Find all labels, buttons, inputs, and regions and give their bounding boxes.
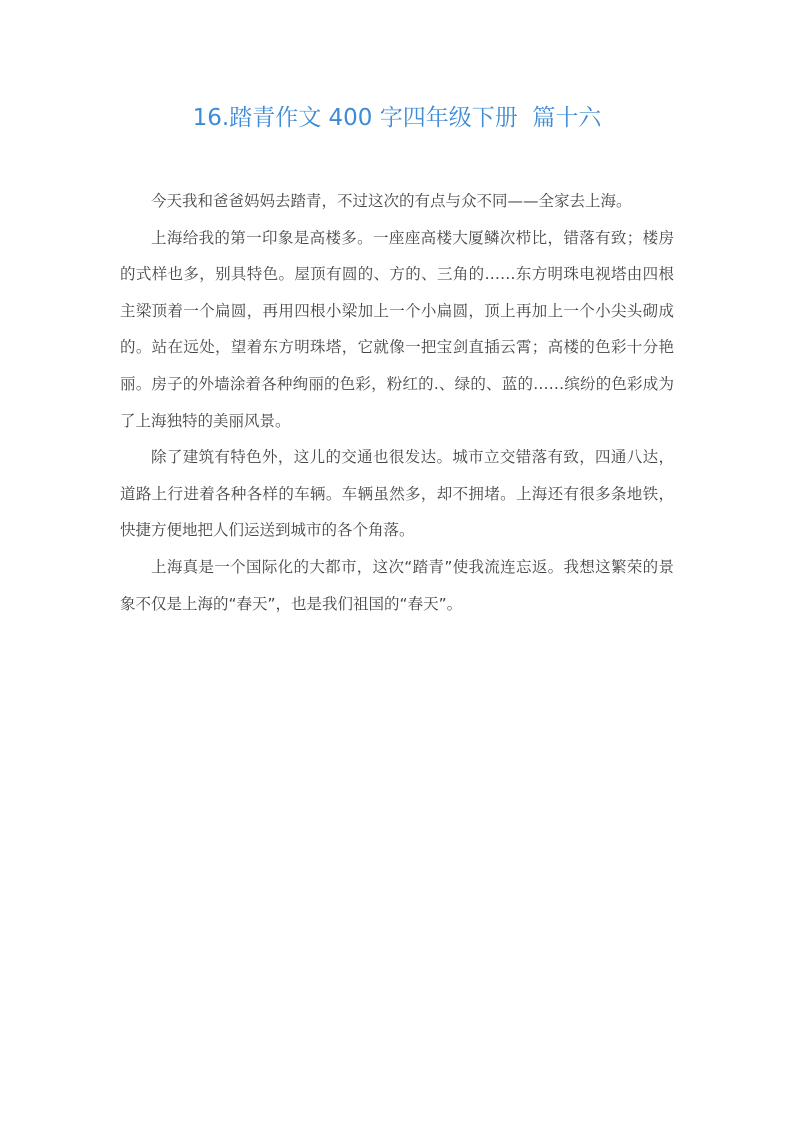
article-body — [120, 183, 674, 622]
paragraph: 除了建筑有特色外，这儿的交通也很发达。城市立交错落有致，四通八达，道路上行进着各种各样的车辆。车辆虽然多，却不拥堵。上海还有很多条地铁，快捷方便地把人们运送到城市的各个角落。 — [120, 448, 674, 540]
paragraph: 今天我和爸爸妈妈去踏青，不过这次的有点与众不同——全家去上海。 — [151, 192, 632, 210]
paragraph: 上海给我的第一印象是高楼多。一座座高楼大厦鳞次栉比，错落有致；楼房的式样也多，别具特色。屋顶有圆的、方的、三角的……东方明珠电视塔由四根主梁顶着一个扁圆，再用四根小梁加上一个小扁圆，顶上再加上一个小尖头砌成的。站在远处，望着东方明珠塔，它就像一把宝剑直插云霄；高楼的色彩十分艳丽。房子的外墙涂着各种绚丽的色彩，粉红的.、绿的、蓝的……缤纷的色彩成为了上海独特的美丽风景。 — [120, 228, 674, 430]
page-title: 16.踏青作文 400 字四年级下册 篇十六 — [192, 105, 602, 131]
paragraph: 上海真是一个国际化的大都市，这次“踏青”使我流连忘返。我想这繁荣的景象不仅是上海的“春天”，也是我们祖国的“春天”。 — [120, 557, 674, 613]
